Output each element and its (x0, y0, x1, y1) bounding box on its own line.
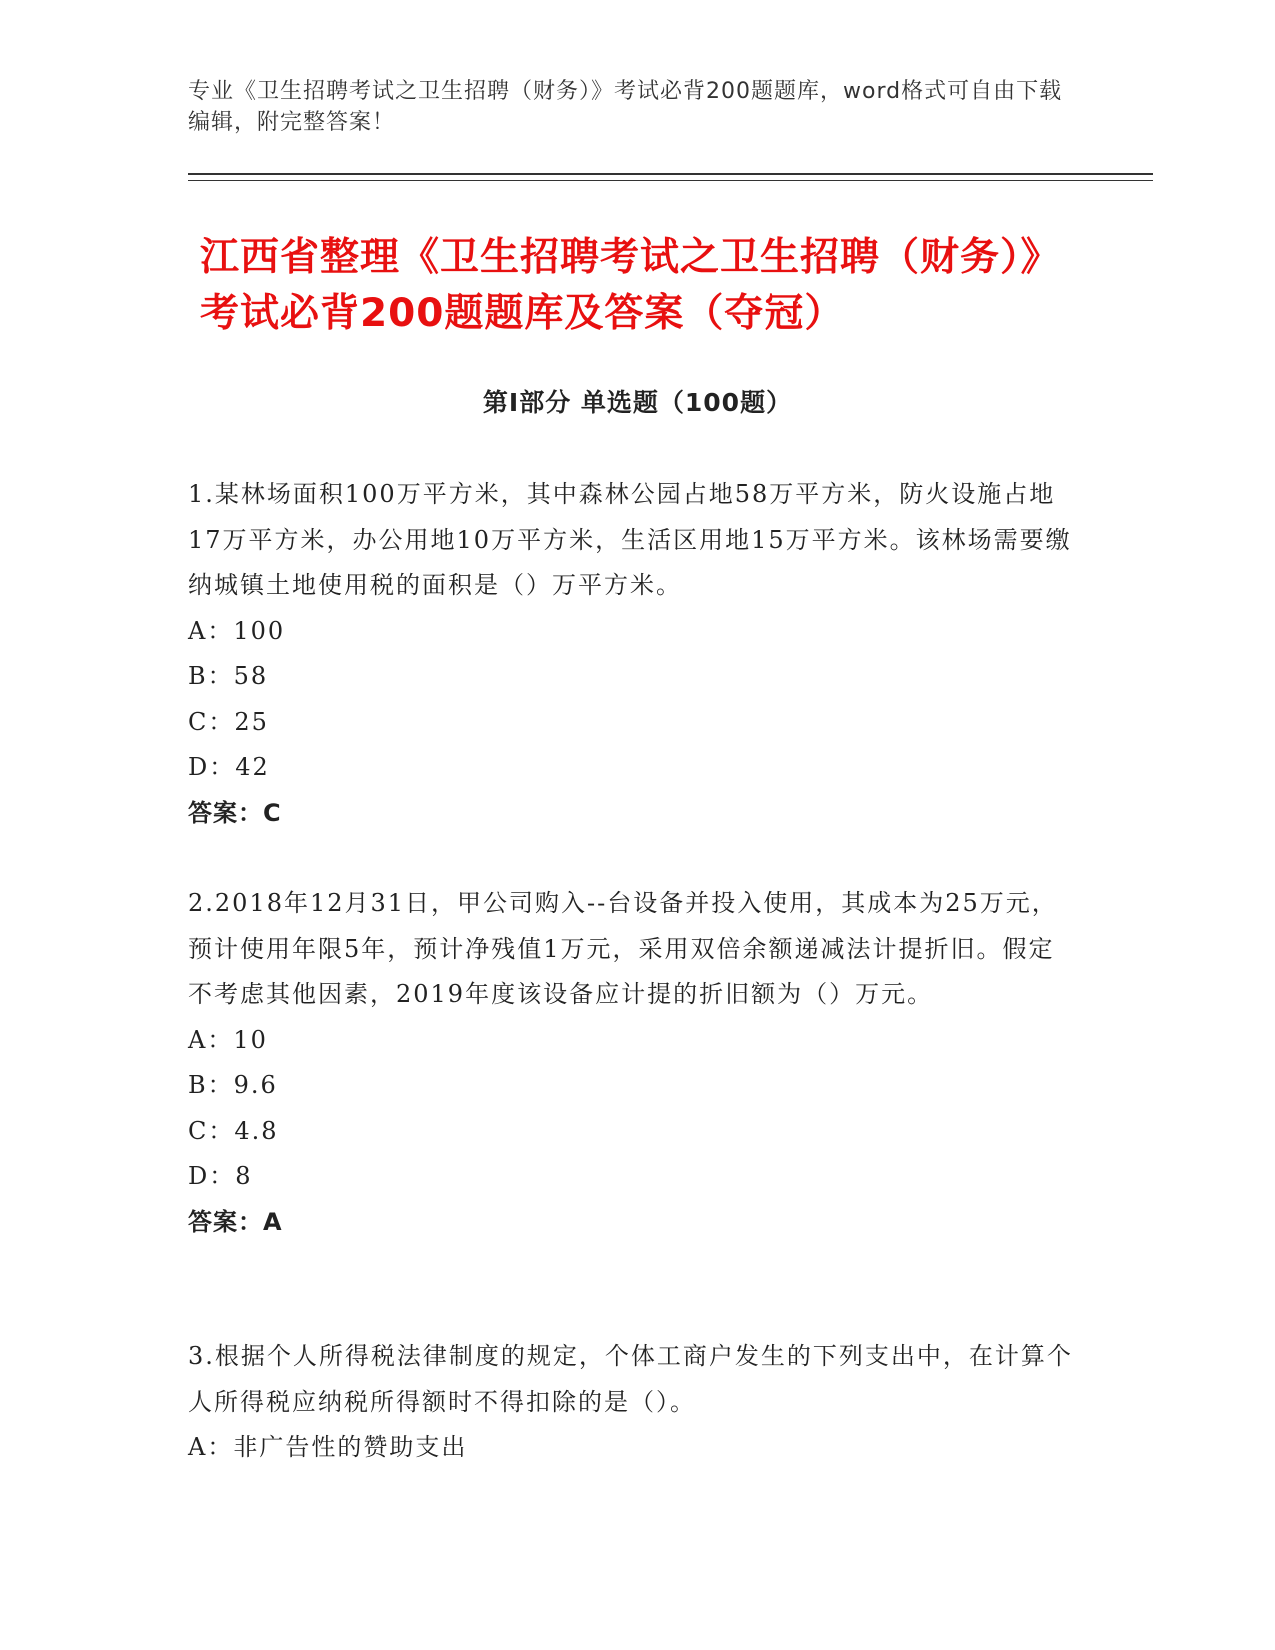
option-a: A：10 (188, 1025, 268, 1054)
option-c: C：25 (188, 707, 269, 736)
question-1 (188, 472, 1078, 836)
option-b: B：9.6 (188, 1071, 278, 1099)
question-3 (188, 1334, 1078, 1471)
answer-text: 答案：A (188, 1207, 283, 1236)
header-divider-thick (188, 173, 1153, 175)
section-title: 第I部分 单选题（100题） (482, 388, 793, 417)
document-title: 江西省整理《卫生招聘考试之卫生招聘（财务）》考试必背200题题库及答案（夺冠） (200, 235, 1061, 336)
header-note: 专业《卫生招聘考试之卫生招聘（财务）》考试必背200题题库，word格式可自由下载编辑，附完整答案！ (188, 79, 1063, 135)
option-a: A：非广告性的赞助支出 (188, 1433, 468, 1461)
option-a: A：100 (188, 616, 286, 645)
option-d: D：8 (188, 1162, 253, 1190)
option-d: D：42 (188, 753, 270, 781)
option-b: B：58 (188, 662, 269, 690)
answer-text: 答案：C (188, 798, 282, 827)
question-stem: 1.某林场面积100万平方米，其中森林公园占地58万平方米，防火设施占地17万平方米，办公用地10万平方米，生活区用地15万平方米。该林场需要缴纳城镇土地使用税的面积是（）万平方米。 (188, 480, 1072, 599)
header-divider-thin (188, 180, 1153, 181)
option-c: C：4.8 (188, 1116, 279, 1145)
question-stem: 3.根据个人所得税法律制度的规定，个体工商户发生的下列支出中，在计算个人所得税应纳税所得额时不得扣除的是（）。 (188, 1342, 1073, 1416)
question-2 (188, 881, 1078, 1245)
question-stem: 2.2018年12月31日，甲公司购入--台设备并投入使用，其成本为25万元，预计使用年限5年，预计净残值1万元，采用双倍余额递减法计提折旧。假定不考虑其他因素，2019年度该设备应计提的折旧额为（）万元。 (188, 889, 1058, 1008)
